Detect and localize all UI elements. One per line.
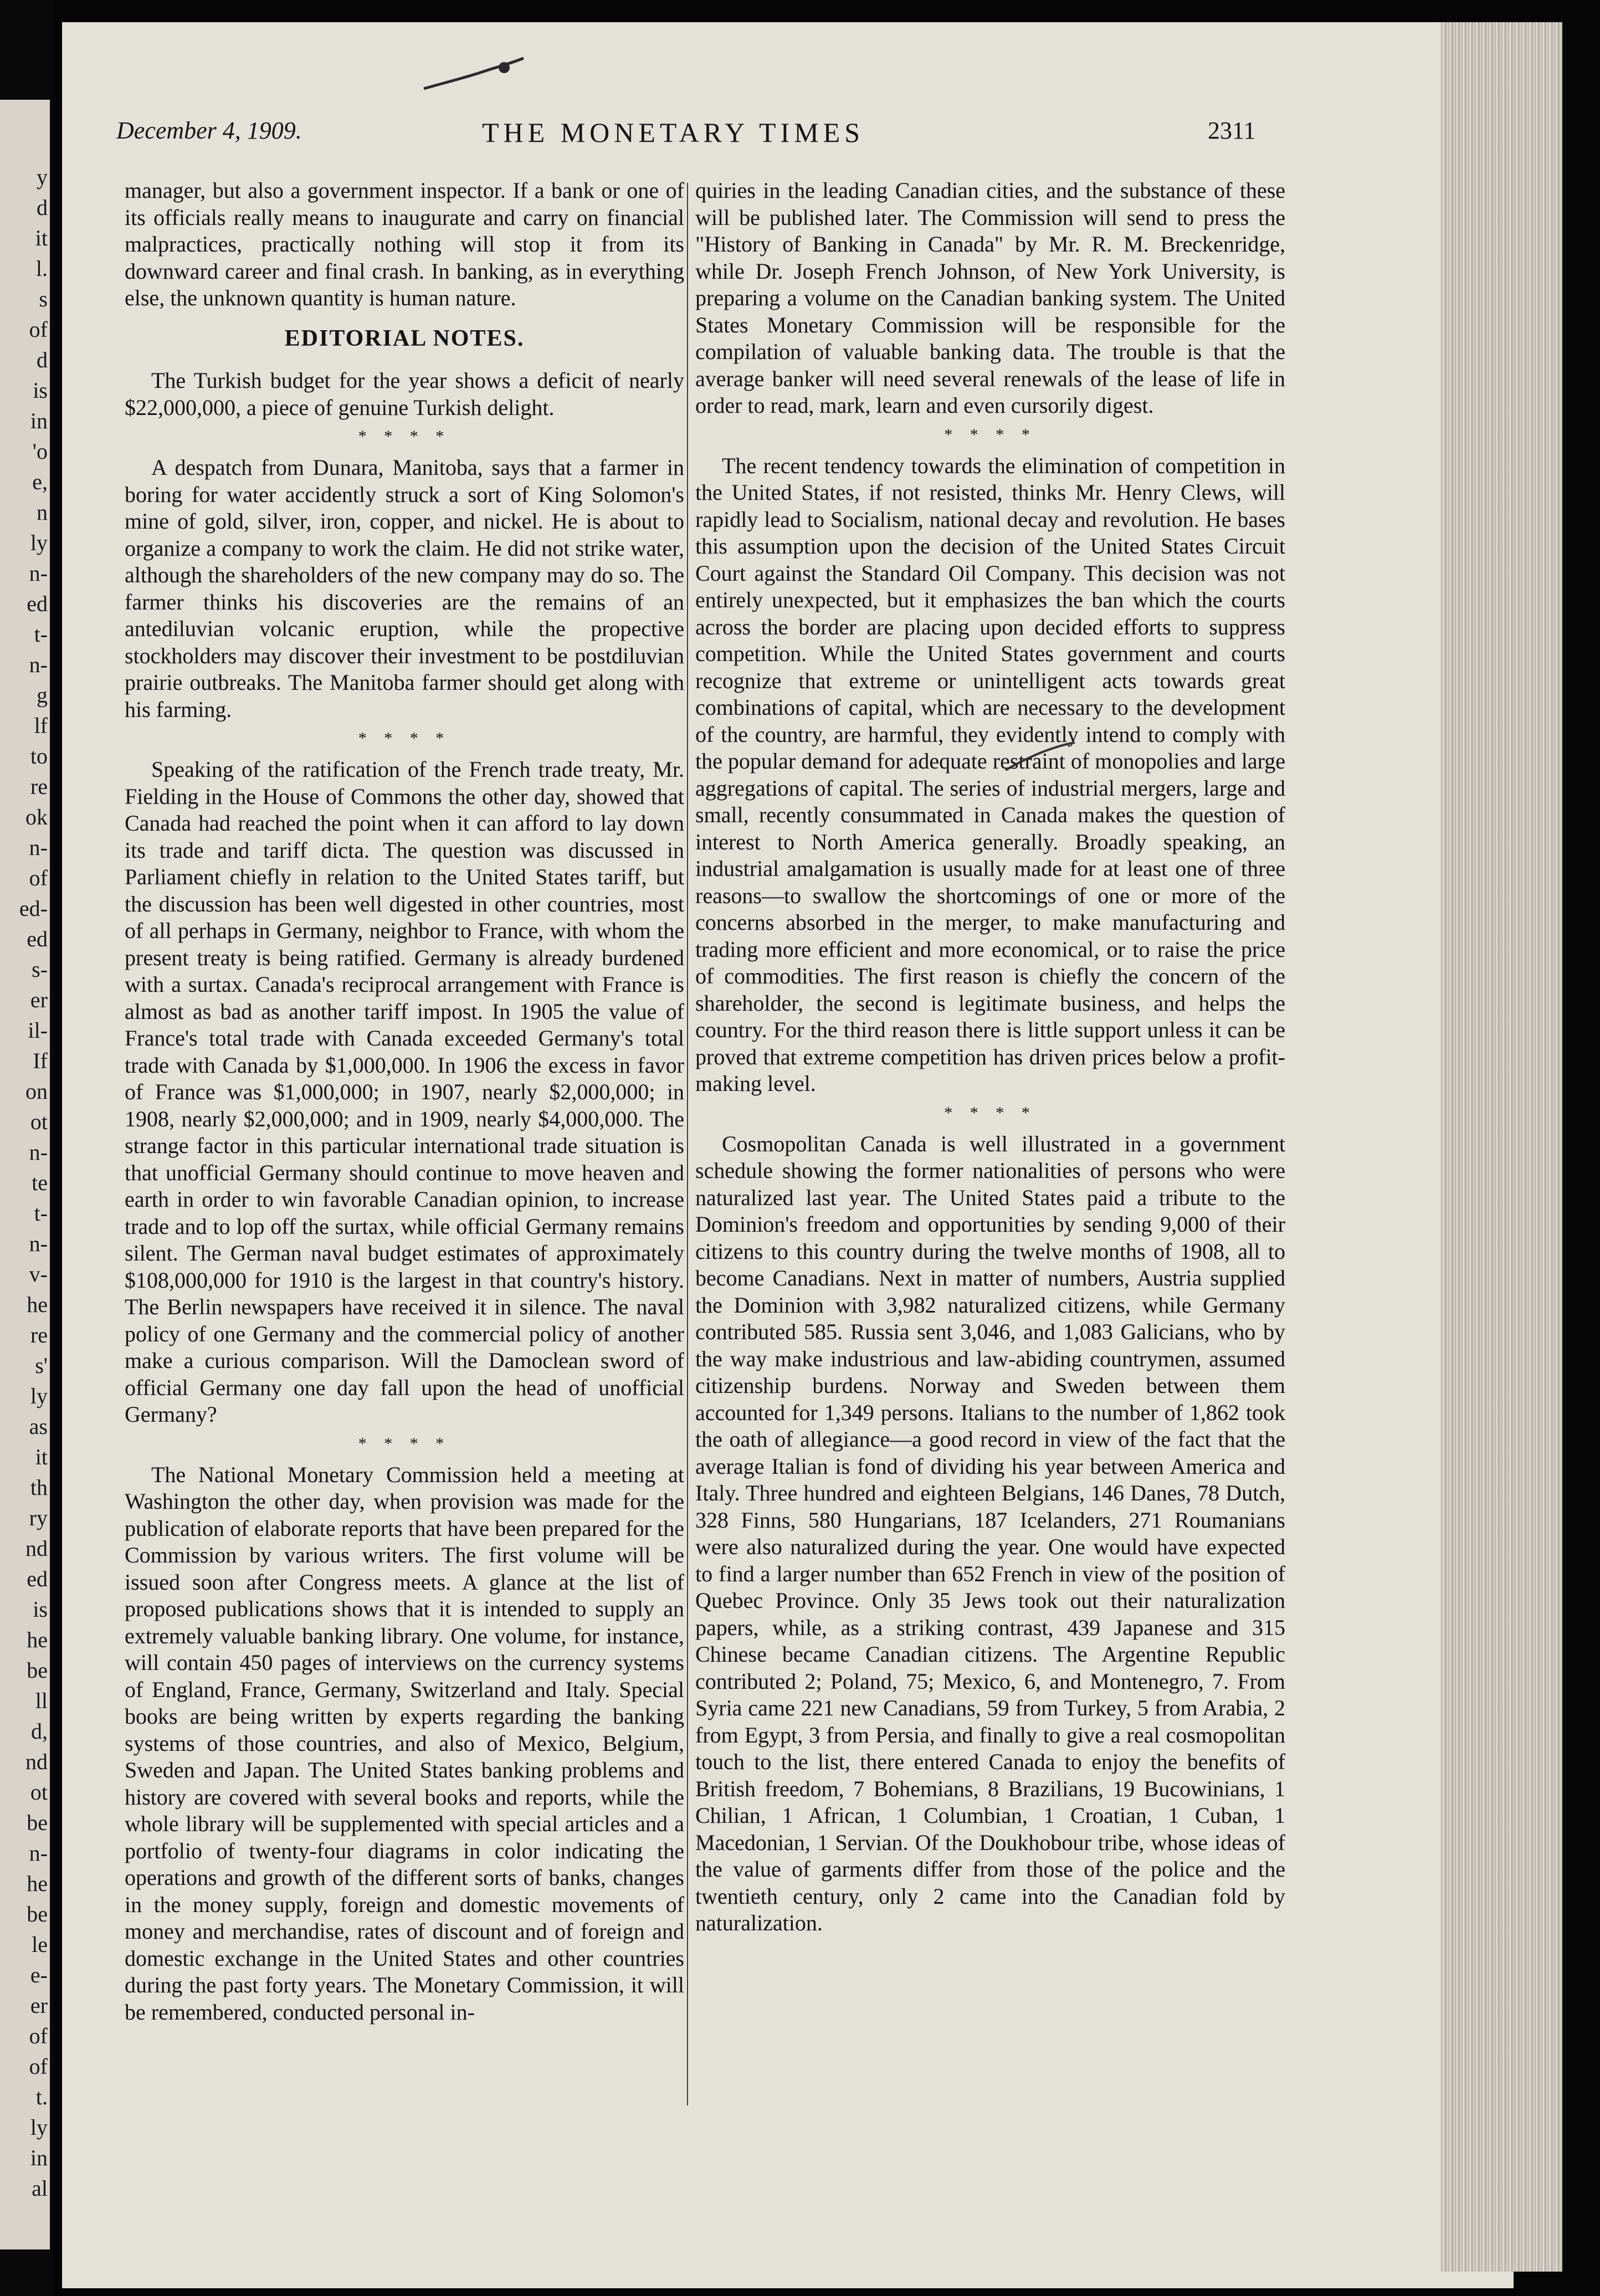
adjacent-page-fragment: 'o — [32, 439, 48, 464]
separator-stars: * * * * — [944, 425, 1037, 444]
note-cosmopolitan-canada: Cosmopolitan Canada is well illustrated in a government schedule showing the former nationalities of persons who were naturalized last year. The United States paid a tribute to the Dominion's freedom and opportunities by sending 9,000 of their citizens to this country during the twelve months of 1908, all to become Canadians. Next in matter of numbers, Austria supplied the Dominion with 3,982 naturalized citizens, while Germany contributed 585. Russia sent 3,046, and 1,083 Galicians, who by the way make industrious and law-abiding countrymen, assumed citizenship burdens. Norway and Sweden between them accounted for 1,349 persons. Italians to the number of 1,862 took the oath of allegiance—a good record in view of the fact that the average Italian is fond of dividing his year between America and Italy. Three hundred and eighteen Belgians, 146 Danes, 78 Dutch, 328 Finns, 580 Hungarians, 187 Icelanders, 271 Roumanians were also naturalized during the year. One would have expected to find a larger number than 652 French in view of the position of Quebec Province. Only 35 Jews took out their naturalization papers, while, as a striking contrast, 439 Japanese and 315 Chinese became Canadian citizens. The Argentine Republic contributed 2; Poland, 75; Mexico, 6, and Montenegro, 7. From Syria came 221 new Canadians, 59 from Turkey, 5 from Arabia, 2 from Egypt, 3 from Persia, and finally to give a real cosmopolitan touch to the list, there entered Canada to enjoy the benefits of British freedom, 7 Bohemians, 8 Brazilians, 19 Bucowinians, 1 Chilian, 1 African, 1 Columbian, 1 Croatian, 1 Cuban, 1 Macedonian, 1 Servian. Of the Doukhobour tribe, whose ideas of the value of garments differ from those of the police and the twentieth century, only 2 came into the Canadian fold by naturalization. — [695, 1131, 1285, 1935]
adjacent-page-fragment: n — [37, 500, 48, 525]
separator-stars: * * * * — [358, 729, 451, 747]
adjacent-page-fragment: v- — [29, 1262, 48, 1287]
ink-scribble-mark — [421, 50, 532, 100]
adjacent-page-fragment: t. — [35, 2084, 48, 2109]
adjacent-page-fragment: be — [27, 1810, 48, 1835]
adjacent-page-fragment: er — [30, 1993, 48, 2018]
adjacent-page-fragment: re — [30, 1323, 48, 1347]
adjacent-page-fragment: n- — [29, 652, 48, 677]
adjacent-page-fragment: of — [29, 2054, 48, 2079]
adjacent-page-fragment: ry — [29, 1505, 48, 1530]
adjacent-page-fragment: ly — [30, 1383, 48, 1408]
adjacent-page-fragment: n- — [29, 835, 48, 860]
adjacent-page-fragment: t- — [34, 1201, 48, 1226]
adjacent-page-fragment: ed — [27, 926, 48, 951]
separator-stars: * * * * — [358, 1434, 451, 1453]
adjacent-page-fragment: to — [30, 744, 48, 768]
page-number: 2311 — [1208, 117, 1256, 144]
note-turkish-budget: The Turkish budget for the year shows a deficit of nearly $22,000,000, a piece of genuine Turkish delight. — [125, 368, 684, 420]
column-rule — [687, 183, 688, 2105]
adjacent-page-fragment: as — [29, 1414, 48, 1439]
adjacent-page-fragment: er — [30, 987, 48, 1012]
adjacent-page-fragment: il- — [28, 1018, 48, 1043]
adjacent-page-fragment: n- — [29, 561, 48, 586]
adjacent-page-fragment: he — [27, 1627, 48, 1652]
right-column — [695, 177, 1285, 1937]
article-continuation: manager, but also a government inspector. If a bank or one of its officials really means to inaugurate and carry on financial malpractices, practically nothing will stop it from its downward career and final crash. In banking, as in everything else, the unknown quantity is human nature. — [125, 178, 684, 310]
adjacent-page-fragment: in — [30, 2145, 48, 2170]
page-header — [116, 111, 1280, 155]
adjacent-page-fragment: e- — [30, 1962, 48, 1987]
adjacent-page-fragment: n- — [29, 1140, 48, 1165]
adjacent-page-fragment: s' — [35, 1353, 48, 1378]
pen-mark — [1003, 737, 1080, 781]
book-page-edges — [1440, 22, 1562, 2272]
adjacent-page-fragment: he — [27, 1292, 48, 1317]
adjacent-page-fragment: is — [33, 378, 48, 403]
adjacent-page-fragment: le — [32, 1932, 48, 1957]
adjacent-page-fragment: be — [27, 1902, 48, 1926]
adjacent-page-fragment: s — [39, 286, 48, 311]
adjacent-page-fragment: ly — [30, 530, 48, 555]
note-french-treaty: Speaking of the ratification of the French trade treaty, Mr. Fielding in the House of Commons the other day, showed that Canada had reached the point when it can afford to lay down its trade and tariff dicta. The question was discussed in Parliament chiefly in relation to the United States tariff, but the discussion has been well digested in other countries, most of all perhaps in Germany, neighbor to France, with whom the present treaty is being ratified. Germany is already burdened with a surtax. Canada's reciprocal arrangement with France is almost as bad as another tariff impost. In 1905 the value of France's total trade with Canada exceeded Germany's total trade with Canada by $1,000,000. In 1906 the excess in favor of France was $1,000,000; in 1907, nearly $2,000,000; in 1908, nearly $2,000,000; and in 1909, nearly $4,000,000. The strange factor in this particular international trade situation is that unofficial Germany should continue to move heaven and earth in order to win favorable Canadian opinion, to increase trade and to lop off the surtax, while official Germany remains silent. The German naval budget estimates of approximately $108,000,000 for 1910 is the largest in that country's history. The Berlin newspapers have received it in silence. The naval policy of one Germany and the commercial policy of another make a curious comparison. Will the Damoclean sword of official Germany one day fall upon the head of unofficial Germany? — [125, 757, 684, 1427]
adjacent-page-fragment: th — [30, 1475, 48, 1500]
separator-stars: * * * * — [358, 427, 451, 445]
adjacent-page-fragment: al — [32, 2176, 48, 2201]
adjacent-page-fragment: ot — [30, 1109, 48, 1134]
section-heading: EDITORIAL NOTES. — [284, 325, 525, 351]
adjacent-page-fragment: in — [30, 408, 48, 433]
adjacent-page-fragment: ok — [25, 804, 48, 829]
issue-date: December 4, 1909. — [116, 117, 302, 144]
adjacent-page-fragment: of — [29, 317, 48, 342]
adjacent-page-fragment: it — [35, 226, 48, 250]
adjacent-page-fragment: d — [37, 195, 48, 220]
adjacent-page-fragment: it — [35, 1444, 48, 1469]
adjacent-page-fragment: ly — [30, 2115, 48, 2140]
adjacent-page-fragment: n- — [29, 1841, 48, 1866]
adjacent-page-fragment: ed — [27, 591, 48, 616]
adjacent-page-fragment: d, — [31, 1719, 48, 1744]
adjacent-page-fragment: t- — [34, 622, 48, 647]
note-manitoba-farmer: A despatch from Dunara, Manitoba, says that a farmer in boring for water accidently struck a sort of King Solomon's mine of gold, silver, iron, copper, and nickel. He is about to organize a company to work the claim. He did not strike water, although the shareholders of the new company may do so. The farmer thinks his discoveries are the remains of an antediluvian volcanic eruption, while the propective stockholders may discover their investment to be postdiluvian prairie outbreaks. The Manitoba farmer should get along with his farming. — [125, 455, 684, 722]
adjacent-page-fragment: e, — [32, 469, 48, 494]
adjacent-page-fragment: of — [29, 865, 48, 890]
separator-stars: * * * * — [944, 1103, 1037, 1122]
adjacent-page-edge — [0, 100, 50, 2249]
left-column — [125, 177, 684, 2026]
adjacent-page-fragment: ll — [35, 1688, 48, 1713]
adjacent-page-fragment: nd — [25, 1749, 48, 1774]
note-monetary-commission: The National Monetary Commission held a meeting at Washington the other day, when provision was made for the publication of elaborate reports that have been prepared for the Commission by various writers. The first volume will be issued soon after Congress meets. A glance at the list of proposed publications shows that it is intended to supply an extremely valuable banking library. One volume, for instance, will contain 450 pages of interviews on the currency systems of England, France, Germany, Switzerland and Italy. Special books are being written by experts regarding the banking systems of those countries, and also of Mexico, Belgium, Sweden and Japan. The United States banking problems and history are covered with several books and reports, while the whole library will be supplemented with special articles and a portfolio of twenty-four diagrams in color indicating the operations and growth of the different sorts of banks, changes in the money supply, foreign and domestic movements of money and merchandise, rates of discount and of foreign and domestic exchange in the United States and other countries during the past forty years. The Monetary Commission, it will be remembered, conducted personal in- — [125, 1462, 684, 2025]
adjacent-page-fragment: s- — [32, 957, 48, 982]
article-continuation: quiries in the leading Canadian cities, and the substance of these will be published later. The Commission will send to press the "History of Banking in Canada" by Mr. R. M. Breckenridge, while Dr. Joseph French Johnson, of New York University, is preparing a volume on the Canadian banking system. The United States Monetary Commission will be responsible for the compilation of valuable banking data. The trouble is that the average banker will need several renewals of the lease of life in order to read, mark, learn and even cursorily digest. — [695, 178, 1285, 418]
adjacent-page-fragment: on — [25, 1079, 48, 1104]
adjacent-page-fragment: g — [37, 683, 48, 708]
adjacent-page-fragment: he — [27, 1871, 48, 1896]
adjacent-page-fragment: ot — [30, 1780, 48, 1805]
note-competition: The recent tendency towards the elimination of competition in the United States, if not resisted, thinks Mr. Henry Clews, will rapidly lead to Socialism, national decay and revolution. He bases this assumption upon the decision of the United States Circuit Court against the Standard Oil Company. This decision was not entirely unexpected, but it emphasizes the ban which the courts across the border are placing upon decided efforts to suppress competition. While the United States government and courts recognize that extreme or unintelligent acts towards great combinations of capital, which are necessary to the development of the country, are harmful, they evidently intend to comply with the popular demand for adequate restraint of monopolies and large aggregations of capital. The series of industrial mergers, large and small, recently consummated in Canada makes the question of interest to North America generally. Broadly speaking, an industrial amalgamation is usually made for at least one of three reasons—to swallow the shortcomings of one or more of the concerns absorbed in the merger, to make manufacturing and trading more efficient and more economical, or to raise the price of commodities. The first reason is chiefly the concern of the shareholder, the second is legitimate business, and helps the country. For the third reason there is little support unless it can be proved that extreme competition has driven prices below a profit-making level. — [695, 453, 1285, 1096]
adjacent-page-fragment: is — [33, 1597, 48, 1622]
adjacent-page-fragment: be — [27, 1658, 48, 1683]
publication-title: THE MONETARY TIMES — [482, 117, 864, 148]
adjacent-page-fragment: re — [30, 774, 48, 799]
adjacent-page-fragment: l. — [35, 256, 48, 281]
adjacent-page-fragment: d — [37, 347, 48, 372]
adjacent-page-fragment: If — [33, 1048, 48, 1073]
adjacent-page-fragment: te — [32, 1170, 48, 1195]
adjacent-page-fragment: ed- — [19, 896, 48, 921]
adjacent-page-fragment: lf — [34, 713, 48, 738]
adjacent-page-fragment: ed — [27, 1566, 48, 1591]
adjacent-page-fragment: nd — [25, 1536, 48, 1561]
adjacent-page-fragment: n- — [29, 1231, 48, 1256]
adjacent-page-fragment: y — [37, 165, 48, 189]
adjacent-page-fragment: of — [29, 2023, 48, 2048]
